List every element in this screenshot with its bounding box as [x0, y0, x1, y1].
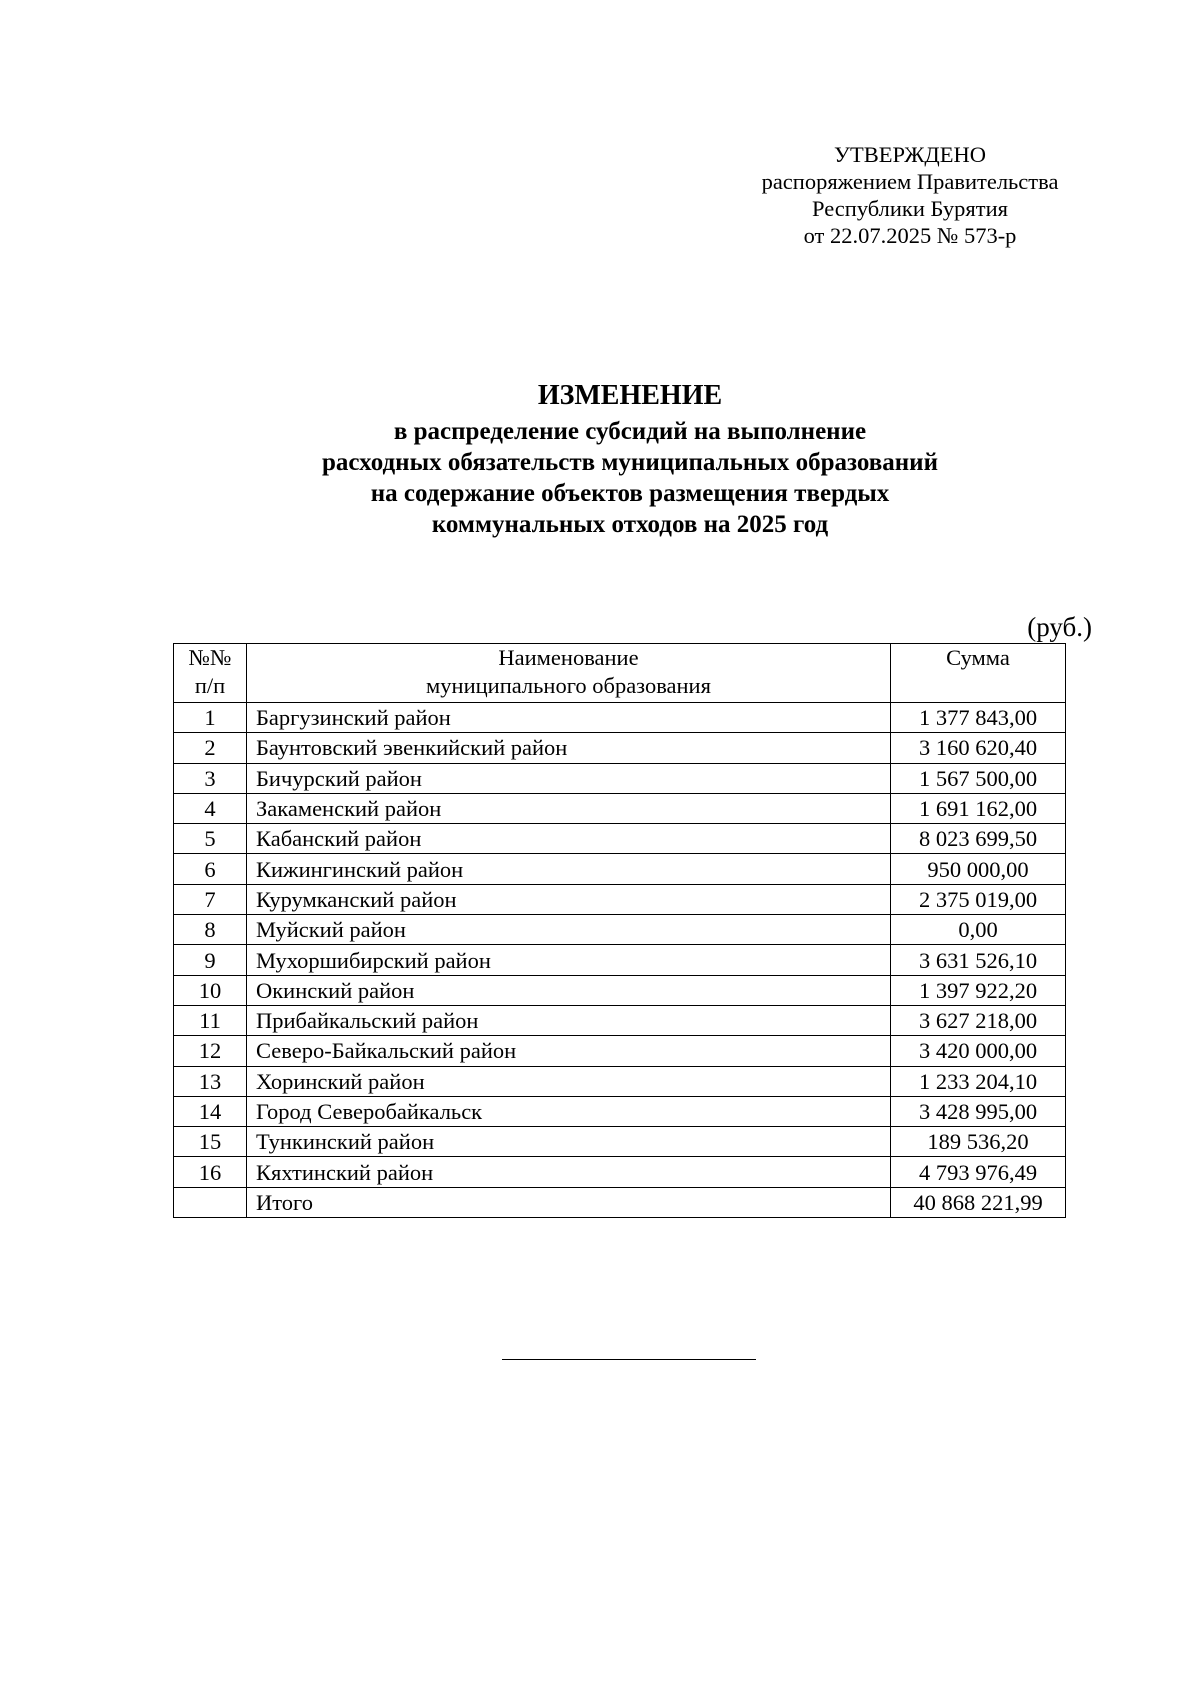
- table-row: [174, 1036, 1066, 1066]
- row-number: 2: [174, 733, 247, 763]
- table-row: [174, 975, 1066, 1005]
- row-sum: 8 023 699,50: [891, 824, 1066, 854]
- row-name: Баргузинский район: [247, 703, 891, 733]
- header-number: [174, 644, 247, 703]
- header-name: [247, 644, 891, 703]
- table-row: [174, 854, 1066, 884]
- row-sum: 1 691 162,00: [891, 793, 1066, 823]
- row-number: 16: [174, 1157, 247, 1187]
- row-number: 13: [174, 1066, 247, 1096]
- row-number: 3: [174, 763, 247, 793]
- row-sum: 1 397 922,20: [891, 975, 1066, 1005]
- row-number: 12: [174, 1036, 247, 1066]
- row-name: Мухоршибирский район: [247, 945, 891, 975]
- row-sum: 950 000,00: [891, 854, 1066, 884]
- row-name: Бичурский район: [247, 763, 891, 793]
- row-number: 8: [174, 915, 247, 945]
- approval-date-number: от 22.07.2025 № 573-р: [803, 223, 1017, 248]
- row-number: 14: [174, 1096, 247, 1126]
- table-row: [174, 1127, 1066, 1157]
- end-divider: [502, 1359, 756, 1360]
- row-name: Город Северобайкальск: [247, 1096, 891, 1126]
- row-name: Итого: [247, 1187, 891, 1217]
- row-sum: 3 428 995,00: [891, 1096, 1066, 1126]
- row-sum: 1 377 843,00: [891, 703, 1066, 733]
- header-number-line: №№: [188, 645, 232, 670]
- table-row: [174, 915, 1066, 945]
- table-row: [174, 703, 1066, 733]
- row-sum: 3 160 620,40: [891, 733, 1066, 763]
- row-number: 15: [174, 1127, 247, 1157]
- row-name: Курумканский район: [247, 884, 891, 914]
- row-number: 10: [174, 975, 247, 1005]
- title-line: расходных обязательств муниципальных образований: [322, 449, 938, 476]
- row-name: Окинский район: [247, 975, 891, 1005]
- document-title: [180, 380, 1080, 540]
- row-number: 11: [174, 1005, 247, 1035]
- row-number: 1: [174, 703, 247, 733]
- row-name: Кабанский район: [247, 824, 891, 854]
- title-line: коммунальных отходов на 2025 год: [431, 511, 829, 538]
- row-sum: 3 631 526,10: [891, 945, 1066, 975]
- row-number: 9: [174, 945, 247, 975]
- table-row: [174, 733, 1066, 763]
- table-row: [174, 1066, 1066, 1096]
- row-name: Хоринский район: [247, 1066, 891, 1096]
- approval-line: распоряжением Правительства: [761, 169, 1059, 194]
- row-sum: 4 793 976,49: [891, 1157, 1066, 1187]
- row-name: Баунтовский эвенкийский район: [247, 733, 891, 763]
- header-name-line: муниципального образования: [426, 673, 711, 698]
- row-sum: 1 567 500,00: [891, 763, 1066, 793]
- row-name: Закаменский район: [247, 793, 891, 823]
- header-number-line: п/п: [194, 673, 226, 698]
- row-sum: 3 420 000,00: [891, 1036, 1066, 1066]
- row-sum: 1 233 204,10: [891, 1066, 1066, 1096]
- distribution-table: [173, 643, 1066, 1218]
- row-name: Прибайкальский район: [247, 1005, 891, 1035]
- table-row: [174, 884, 1066, 914]
- row-name: Муйский район: [247, 915, 891, 945]
- row-number: 7: [174, 884, 247, 914]
- table-row: [174, 763, 1066, 793]
- table-header-row: [174, 644, 1066, 703]
- table-row: [174, 1005, 1066, 1035]
- table-row: [174, 1157, 1066, 1187]
- row-name: Кяхтинский район: [247, 1157, 891, 1187]
- row-name: Тункинский район: [247, 1127, 891, 1157]
- table-row: [174, 824, 1066, 854]
- title-heading: ИЗМЕНЕНИЕ: [537, 380, 723, 411]
- header-name-line: Наименование: [498, 645, 639, 670]
- title-line: в распределение субсидий на выполнение: [393, 418, 867, 445]
- row-sum: 40 868 221,99: [891, 1187, 1066, 1217]
- row-number: 5: [174, 824, 247, 854]
- approval-line: Республики Бурятия: [812, 196, 1008, 221]
- title-line: на содержание объектов размещения твердых: [370, 480, 890, 507]
- table-row: [174, 793, 1066, 823]
- table-row: [174, 1096, 1066, 1126]
- approval-stamp: [730, 141, 1090, 249]
- header-sum: Сумма: [891, 644, 1066, 703]
- row-sum: 3 627 218,00: [891, 1005, 1066, 1035]
- row-number: 6: [174, 854, 247, 884]
- row-name: Северо-Байкальский район: [247, 1036, 891, 1066]
- total-row: [174, 1187, 1066, 1217]
- row-number: [174, 1187, 247, 1217]
- table-row: [174, 945, 1066, 975]
- units-label: (руб.): [1027, 612, 1092, 642]
- row-name: Кижингинский район: [247, 854, 891, 884]
- row-number: 4: [174, 793, 247, 823]
- approval-heading: УТВЕРЖДЕНО: [834, 142, 986, 167]
- row-sum: 189 536,20: [891, 1127, 1066, 1157]
- row-sum: 0,00: [891, 915, 1066, 945]
- row-sum: 2 375 019,00: [891, 884, 1066, 914]
